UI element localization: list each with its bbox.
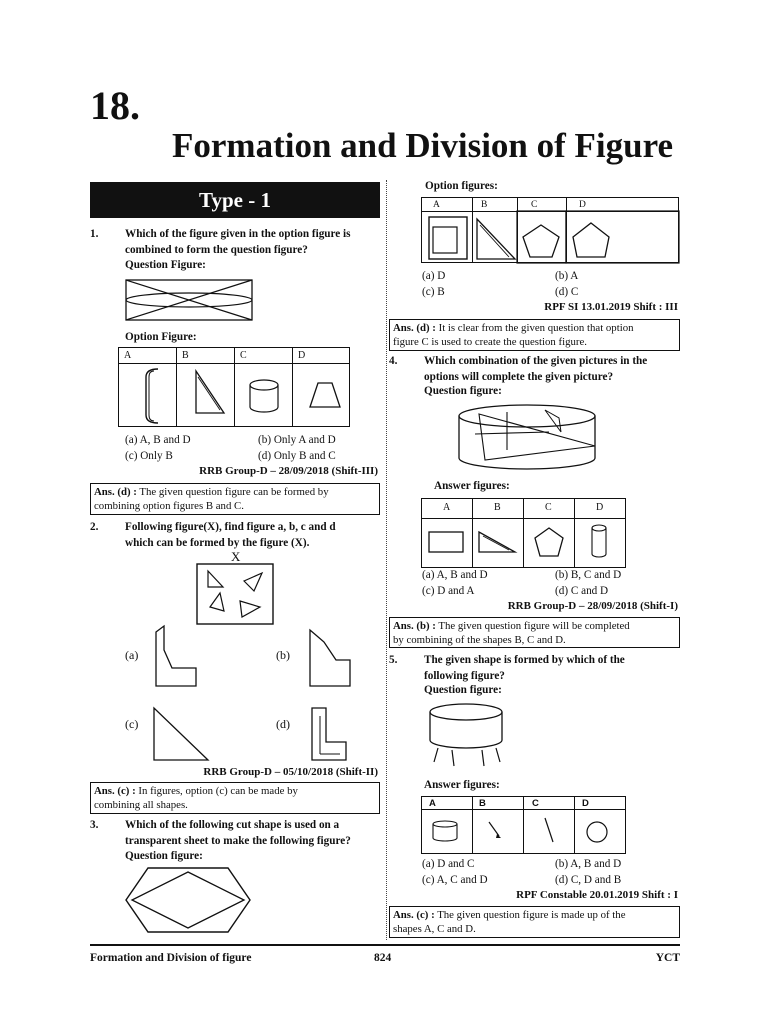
choice: (c) Only B: [125, 450, 173, 462]
question-figure-3: [124, 866, 254, 936]
option-shapes-4: [421, 498, 626, 568]
question-4: [389, 353, 684, 387]
answer-box-4: [389, 617, 680, 648]
answer-box-3: [389, 319, 680, 351]
answer-box-1: [90, 483, 380, 515]
question-text-line: Which of the figure given in the option figure is: [125, 228, 351, 240]
choice: (b) Only A and D: [258, 434, 336, 446]
option-label: (a): [125, 648, 139, 662]
answer-label: Ans. (d) :: [393, 322, 436, 334]
answer-text: The given question figure can be formed by: [136, 486, 329, 498]
question-number: 5.: [389, 654, 398, 666]
option-label: (d): [276, 717, 290, 731]
answer-text: In figures, option (c) can be made by: [135, 785, 298, 797]
answer-text: The given question figure will be completed: [435, 620, 630, 632]
option-header: B: [494, 502, 501, 513]
option-header: B: [479, 798, 486, 809]
question-text-line: options will complete the given picture?: [424, 371, 614, 383]
question-figure-4: [455, 402, 605, 474]
question-text-line: transparent sheet to make the following figure?: [125, 835, 351, 847]
chapter-title: Formation and Division of Figure: [172, 126, 674, 165]
choice: (a) D and C: [422, 858, 475, 870]
publisher-mark: YCT: [655, 952, 680, 964]
choice: (a) A, B and D: [422, 569, 488, 581]
chapter-number: 18.: [90, 83, 140, 128]
q2-option-shapes: [150, 620, 390, 765]
option-header: A: [443, 502, 451, 513]
choice: (d) C, D and B: [555, 874, 622, 886]
option-shapes-1: [118, 347, 350, 427]
question-number: 1.: [90, 228, 99, 240]
choice: (c) B: [422, 286, 445, 298]
choice: (d) Only B and C: [258, 450, 336, 462]
option-shapes-5: [421, 796, 626, 854]
option-header: C: [531, 200, 538, 210]
option-header: D: [298, 350, 306, 361]
option-label: (c): [125, 717, 139, 731]
question-text-line: Following figure(X), find figure a, b, c and d: [125, 521, 336, 533]
question-text-line: The given shape is formed by which of the: [424, 654, 625, 666]
question-number: 3.: [90, 819, 99, 831]
question-text-line: Which combination of the given pictures in the: [424, 355, 648, 367]
option-header: A: [433, 200, 440, 210]
question-figure-label: Question figure:: [125, 850, 203, 862]
answer-text: figure C is used to create the question figure.: [393, 336, 587, 348]
question-figure-label: Question figure:: [424, 385, 502, 397]
footer-rule: [90, 944, 680, 946]
figure-x-label: X: [231, 549, 241, 564]
option-header: C: [545, 502, 552, 513]
question-text-line: following figure?: [424, 670, 505, 682]
question-text-line: combined to form the question figure?: [125, 244, 308, 256]
question-figure-5: [424, 700, 514, 772]
answer-text: shapes A, C and D.: [393, 923, 476, 935]
option-header: A: [124, 350, 132, 361]
question-text-line: which can be formed by the figure (X).: [125, 537, 310, 549]
source-reference: RPF SI 13.01.2019 Shift : III: [544, 301, 678, 313]
option-header: D: [582, 798, 589, 809]
answer-box-5: [389, 906, 680, 938]
choice: (b) A, B and D: [555, 858, 622, 870]
answer-label: Ans. (c) :: [393, 909, 435, 921]
page-number: 824: [374, 952, 392, 964]
footer-chapter-title: Formation and Division of figure: [90, 952, 252, 964]
answer-text: by combining of the shapes B, C and D.: [393, 634, 566, 646]
option-figures-label: Option figures:: [425, 180, 498, 192]
choice: (a) D: [422, 270, 446, 282]
choice: (a) A, B and D: [125, 434, 191, 446]
question-figure-1: [125, 278, 255, 323]
question-figure-label: Question figure:: [424, 684, 502, 696]
answer-label: Ans. (b) :: [393, 620, 436, 632]
figure-x: [196, 563, 276, 627]
question-number: 2.: [90, 521, 99, 533]
answer-figures-label: Answer figures:: [434, 480, 510, 492]
answer-label: Ans. (c) :: [94, 785, 136, 797]
option-header: D: [579, 200, 586, 210]
option-header: B: [182, 350, 189, 361]
option-header: D: [596, 502, 604, 513]
choice: (b) B, C and D: [555, 569, 622, 581]
question-number: 4.: [389, 355, 398, 367]
question-1: [90, 226, 385, 260]
source-reference: RRB Group-D – 28/09/2018 (Shift-I): [507, 600, 678, 612]
question-3: [90, 817, 385, 851]
answer-text: It is clear from the given question that option: [435, 322, 634, 334]
answer-text: The given question figure is made up of the: [434, 909, 626, 921]
option-header: C: [532, 798, 539, 809]
choice: (b) A: [555, 270, 579, 282]
choice: (d) C and D: [555, 585, 609, 597]
choice: (c) A, C and D: [422, 874, 488, 886]
question-figure-label: Question Figure:: [125, 259, 206, 271]
option-label: (b): [276, 648, 290, 662]
question-2: [90, 519, 385, 553]
answer-text: combining option figures B and C.: [94, 500, 244, 512]
answer-text: combining all shapes.: [94, 799, 188, 811]
option-header: A: [429, 798, 436, 809]
choice: (d) C: [555, 286, 579, 298]
answer-box-2: [90, 782, 380, 814]
answer-figures-label: Answer figures:: [424, 779, 500, 791]
question-text-line: Which of the following cut shape is used on a: [125, 819, 340, 831]
answer-label: Ans. (d) :: [94, 486, 137, 498]
source-reference: RPF Constable 20.01.2019 Shift : I: [516, 889, 678, 901]
source-reference: RRB Group-D – 28/09/2018 (Shift-III): [199, 465, 378, 477]
option-header: B: [481, 200, 488, 210]
question-5: [389, 652, 684, 686]
choice: (c) D and A: [422, 585, 475, 597]
option-header: C: [240, 350, 247, 361]
type-heading: Type - 1: [90, 182, 380, 218]
option-figure-label: Option Figure:: [125, 331, 197, 343]
option-shapes-3: [421, 197, 679, 263]
source-reference: RRB Group-D – 05/10/2018 (Shift-II): [203, 766, 378, 778]
column-divider: [386, 180, 387, 940]
